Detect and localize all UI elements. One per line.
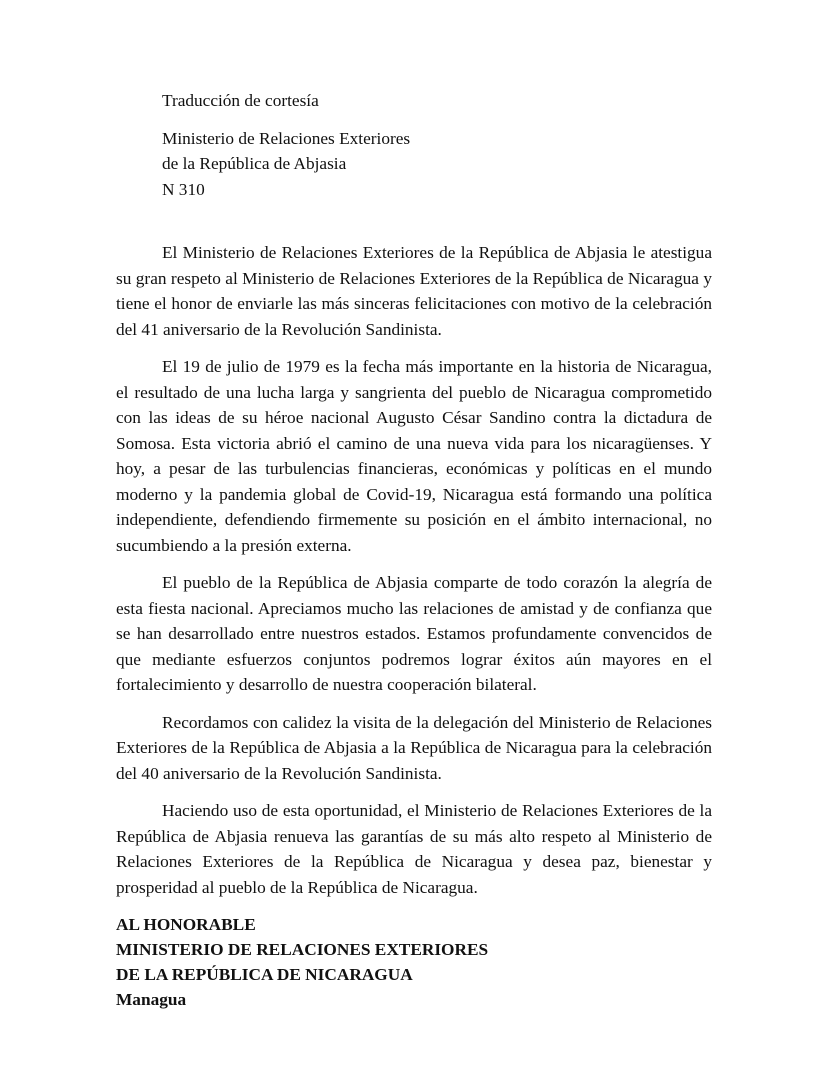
body-paragraph: El 19 de julio de 1979 es la fecha más importante en la historia de Nicaragua, el resultado de una lucha larga y sangrienta del pueblo de Nicaragua comprometido con las ideas de su héroe nacional Augusto César Sandino contra la dictadura de Somosa. Esta victoria abrió el camino de una nueva vida para los nicaragüenses. Y hoy, a pesar de las turbulencias financieras, económicas y políticas en el mundo moderno y la pandemia global de Covid-19, Nicaragua está formando una política independiente, defendiendo firmemente su posición en el ámbito internacional, no sucumbiendo a la presión externa. xyxy=(116,357,712,555)
body-paragraph: Haciendo uso de esta oportunidad, el Ministerio de Relaciones Exteriores de la República de Abjasia renueva las garantías de su más alto respeto al Ministerio de Relaciones Exteriores de la República de Nicaragua y desea paz, bienestar y prosperidad al pueblo de la República de Nicaragua. xyxy=(116,801,712,897)
addressee-ministry: MINISTERIO DE RELACIONES EXTERIORES xyxy=(116,940,489,959)
body-paragraph: El pueblo de la República de Abjasia comparte de todo corazón la alegría de esta fiesta nacional. Apreciamos mucho las relaciones de amistad y de confianza que se han desarrollado entre nuestros estados. Estamos profundamente convencidos de que mediante esfuerzos conjuntos podremos lograr éxitos aún mayores en el fortalecimiento y desarrollo de nuestra cooperación bilateral. xyxy=(116,573,712,694)
addressee-country: DE LA REPÚBLICA DE NICARAGUA xyxy=(116,965,413,984)
addressee-city: Managua xyxy=(116,990,187,1009)
addressee-block xyxy=(116,912,712,1012)
courtesy-translation-label: Traducción de cortesía xyxy=(162,91,319,110)
body-paragraph: Recordamos con calidez la visita de la delegación del Ministerio de Relaciones Exteriores de la República de Abjasia a la República de Nicaragua para la celebración del 40 aniversario de la Revolución Sandinista. xyxy=(116,712,712,783)
addressee-salutation: AL HONORABLE xyxy=(116,915,256,934)
sender-ministry-line: Ministerio de Relaciones Exteriores xyxy=(162,128,411,148)
sender-block xyxy=(116,126,712,203)
note-number: N 310 xyxy=(162,179,205,199)
document-page xyxy=(116,88,712,1012)
body-paragraph: El Ministerio de Relaciones Exteriores de la República de Abjasia le atestigua su gran respeto al Ministerio de Relaciones Exteriores de la República de Nicaragua y tiene el honor de enviarle las más sinceras felicitaciones con motivo de la celebración del 41 aniversario de la Revolución Sandinista. xyxy=(116,243,712,339)
sender-country-line: de la República de Abjasia xyxy=(162,154,347,173)
